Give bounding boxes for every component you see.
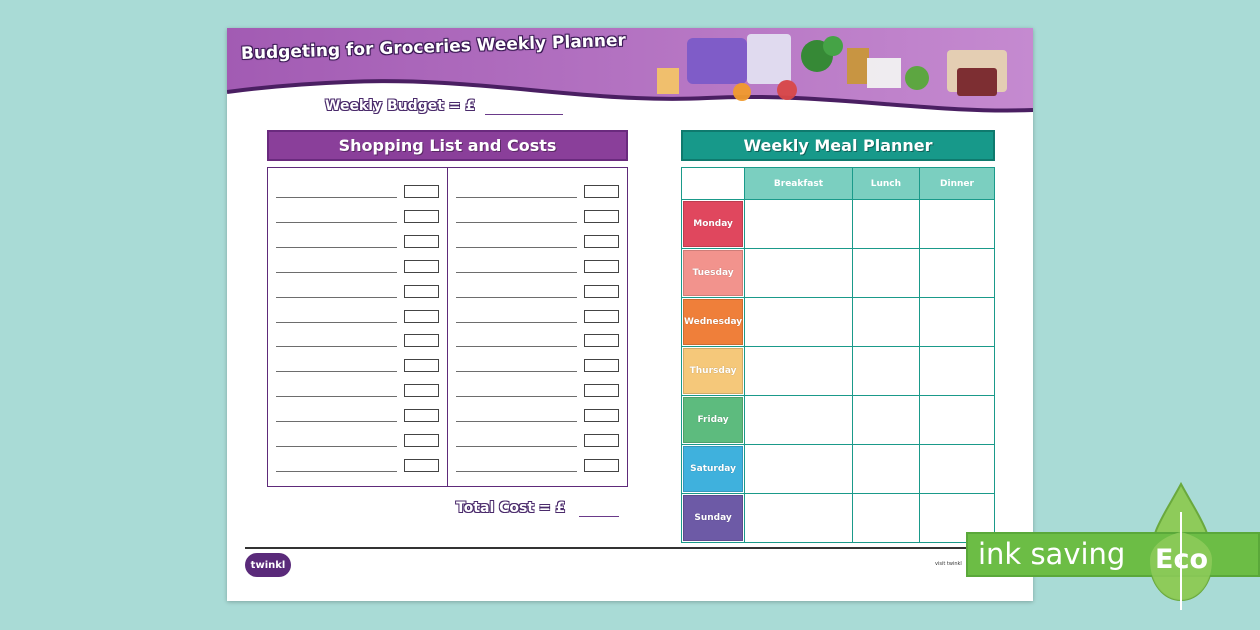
item-name-line[interactable] [456, 272, 577, 273]
shopping-list-box [267, 167, 628, 487]
meal-cell[interactable] [745, 445, 853, 494]
item-name-line[interactable] [456, 247, 577, 248]
meal-cell[interactable] [745, 396, 853, 445]
shopping-row [276, 210, 446, 226]
ink-saving-eco-badge [966, 482, 1260, 592]
day-label: Sunday [683, 495, 743, 541]
worksheet [227, 28, 1033, 601]
shopping-row [276, 409, 446, 425]
shopping-row [276, 359, 446, 375]
item-name-line[interactable] [276, 247, 397, 248]
meal-cell[interactable] [745, 494, 853, 543]
item-price-box[interactable] [584, 185, 619, 198]
shopping-row [276, 260, 446, 276]
weekly-budget-label: Weekly Budget = £ [325, 98, 476, 114]
meal-cell[interactable] [919, 396, 994, 445]
item-name-line[interactable] [456, 222, 577, 223]
shopping-row [276, 235, 446, 251]
meal-row [682, 347, 995, 396]
shopping-row [276, 185, 446, 201]
meal-planner-heading: Weekly Meal Planner [681, 130, 995, 161]
item-name-line[interactable] [456, 371, 577, 372]
shopping-list-heading: Shopping List and Costs [267, 130, 628, 161]
item-price-box[interactable] [404, 334, 439, 347]
item-name-line[interactable] [276, 346, 397, 347]
item-price-box[interactable] [584, 260, 619, 273]
item-price-box[interactable] [404, 285, 439, 298]
meal-cell[interactable] [852, 494, 919, 543]
meal-cell[interactable] [919, 200, 994, 249]
day-label: Thursday [683, 348, 743, 394]
meal-row [682, 396, 995, 445]
item-price-box[interactable] [584, 459, 619, 472]
meal-planner-grid [681, 167, 995, 543]
shopping-row [456, 334, 626, 350]
ink-saving-text: ink saving [978, 537, 1126, 571]
column-divider [447, 168, 448, 486]
shopping-row [456, 384, 626, 400]
day-label: Saturday [683, 446, 743, 492]
item-name-line[interactable] [456, 471, 577, 472]
item-price-box[interactable] [584, 409, 619, 422]
item-name-line[interactable] [456, 446, 577, 447]
item-name-line[interactable] [276, 421, 397, 422]
shopping-row [456, 210, 626, 226]
item-name-line[interactable] [276, 222, 397, 223]
worksheet-title: Budgeting for Groceries Weekly Planner [240, 30, 627, 64]
eco-text: Eco [1155, 544, 1208, 575]
meal-cell[interactable] [852, 249, 919, 298]
day-label: Tuesday [683, 250, 743, 296]
item-name-line[interactable] [276, 322, 397, 323]
meal-cell[interactable] [919, 298, 994, 347]
item-price-box[interactable] [404, 235, 439, 248]
weekly-budget-blank[interactable] [485, 114, 563, 115]
item-name-line[interactable] [456, 197, 577, 198]
item-price-box[interactable] [584, 359, 619, 372]
twinkl-logo: twinkl [245, 553, 291, 577]
column-header-breakfast: Breakfast [745, 168, 853, 200]
item-name-line[interactable] [456, 421, 577, 422]
meal-row [682, 200, 995, 249]
day-cell [682, 494, 745, 543]
meal-cell[interactable] [745, 200, 853, 249]
item-name-line[interactable] [276, 396, 397, 397]
item-name-line[interactable] [276, 272, 397, 273]
item-name-line[interactable] [276, 297, 397, 298]
item-name-line[interactable] [456, 396, 577, 397]
total-cost-blank[interactable] [579, 516, 619, 517]
item-name-line[interactable] [276, 446, 397, 447]
item-price-box[interactable] [584, 384, 619, 397]
item-name-line[interactable] [456, 297, 577, 298]
meal-cell[interactable] [852, 347, 919, 396]
shopping-row [456, 285, 626, 301]
meal-cell[interactable] [745, 249, 853, 298]
item-price-box[interactable] [584, 285, 619, 298]
item-price-box[interactable] [584, 310, 619, 323]
shopping-row [276, 459, 446, 475]
column-header-lunch: Lunch [852, 168, 919, 200]
shopping-row [276, 384, 446, 400]
shopping-row [276, 310, 446, 326]
grid-corner [682, 168, 745, 200]
shopping-row [276, 434, 446, 450]
shopping-row [456, 185, 626, 201]
meal-row [682, 494, 995, 543]
shopping-row [456, 434, 626, 450]
item-name-line[interactable] [456, 322, 577, 323]
item-name-line[interactable] [276, 371, 397, 372]
day-cell [682, 298, 745, 347]
meal-cell[interactable] [745, 298, 853, 347]
item-price-box[interactable] [404, 310, 439, 323]
item-price-box[interactable] [404, 210, 439, 223]
item-price-box[interactable] [584, 334, 619, 347]
item-price-box[interactable] [584, 434, 619, 447]
meal-cell[interactable] [919, 347, 994, 396]
shopping-row [456, 459, 626, 475]
shopping-row [276, 285, 446, 301]
meal-row [682, 445, 995, 494]
day-label: Wednesday [683, 299, 743, 345]
day-cell [682, 200, 745, 249]
day-label: Friday [683, 397, 743, 443]
item-price-box[interactable] [404, 260, 439, 273]
item-name-line[interactable] [276, 471, 397, 472]
item-price-box[interactable] [584, 235, 619, 248]
day-cell [682, 396, 745, 445]
item-price-box[interactable] [404, 384, 439, 397]
item-name-line[interactable] [456, 346, 577, 347]
meal-row [682, 298, 995, 347]
item-name-line[interactable] [276, 197, 397, 198]
item-price-box[interactable] [404, 459, 439, 472]
visit-text: visit twinkl [935, 561, 962, 567]
meal-cell[interactable] [852, 298, 919, 347]
item-price-box[interactable] [584, 210, 619, 223]
day-label: Monday [683, 201, 743, 247]
meal-row [682, 249, 995, 298]
meal-cell[interactable] [852, 200, 919, 249]
shopping-row [276, 334, 446, 350]
shopping-row [456, 359, 626, 375]
item-price-box[interactable] [404, 359, 439, 372]
total-cost-label: Total Cost = £ [456, 500, 566, 516]
day-cell [682, 249, 745, 298]
shopping-row [456, 310, 626, 326]
meal-cell[interactable] [852, 396, 919, 445]
meal-cell[interactable] [852, 445, 919, 494]
footer-rule [245, 547, 1033, 549]
column-header-dinner: Dinner [919, 168, 994, 200]
day-cell [682, 445, 745, 494]
meal-cell[interactable] [919, 249, 994, 298]
shopping-row [456, 235, 626, 251]
day-cell [682, 347, 745, 396]
item-price-box[interactable] [404, 434, 439, 447]
shopping-row [456, 409, 626, 425]
item-price-box[interactable] [404, 185, 439, 198]
shopping-row [456, 260, 626, 276]
meal-cell[interactable] [745, 347, 853, 396]
item-price-box[interactable] [404, 409, 439, 422]
